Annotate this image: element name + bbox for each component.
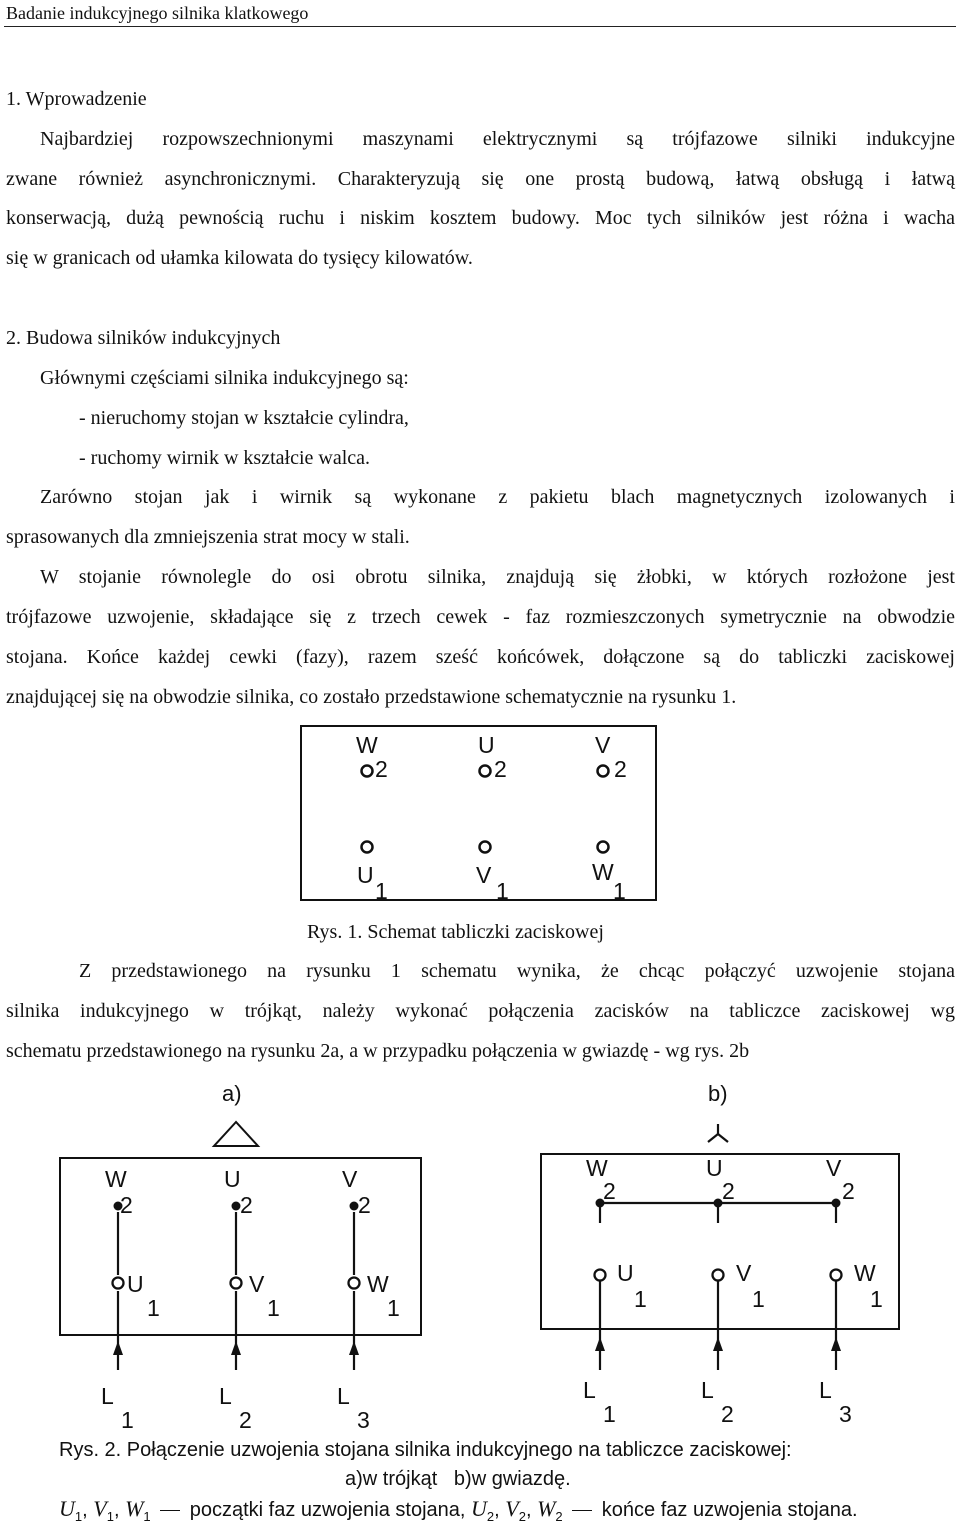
fig1-bottom-index-2: 1: [496, 878, 509, 904]
figure-1-caption: Rys. 1. Schemat tabliczki zaciskowej: [307, 921, 604, 943]
fig2a-line-label-1: L: [101, 1383, 114, 1409]
fig1-bottom-label-1: U: [357, 862, 374, 888]
fig1-top-label-3: V: [595, 732, 611, 758]
terminal-v2: [598, 766, 609, 777]
legend-v-start-idx: 1: [106, 1509, 114, 1524]
fig2b-bottom-label-2: V: [736, 1260, 752, 1286]
fig2a-line-index-1: 1: [121, 1407, 134, 1433]
document-header: Badanie indukcyjnego silnika klatkowego: [6, 3, 309, 23]
sec2-p2-line-2: sprasowanych dla zmniejszenia strat mocy w stali.: [6, 526, 410, 548]
sec2-p4-line-2: silnika indukcyjnego w trójkąt, należy wykonać połączenia zacisków na tabliczce zaciskowej wg: [6, 1000, 955, 1022]
fig2a-top-index-3: 2: [358, 1192, 371, 1218]
legend-ends-text: końce faz uzwojenia stojana.: [601, 1499, 858, 1521]
legend-dash-2: [572, 1510, 592, 1511]
legend-w-start-idx: 1: [143, 1509, 151, 1524]
legend-w-start: W: [125, 1496, 144, 1521]
fig2b-bottom-index-3: 1: [870, 1286, 883, 1312]
fig2b-top-label-3: V: [826, 1155, 842, 1181]
fig1-bottom-label-3: W: [592, 859, 614, 885]
sec1-line-2: zwane również asynchronicznymi. Charakteryzują się one prostą budową, łatwą obsługą i łatwą: [6, 168, 955, 190]
sec2-intro: Głównymi częściami silnika indukcyjnego są:: [40, 367, 409, 389]
fig2b-top-index-1: 2: [603, 1178, 616, 1204]
delta-symbol-icon: [214, 1122, 258, 1146]
sec2-item-2: - ruchomy wirnik w kształcie walca.: [79, 447, 371, 469]
section-1-heading: 1. Wprowadzenie: [6, 88, 147, 110]
terminal-u1: [362, 842, 373, 853]
fig2b-top-label-2: U: [706, 1155, 723, 1181]
fig2a-top-index-1: 2: [120, 1192, 133, 1218]
sec2-p3-line-4: znajdującej się na obwodzie silnika, co zostało przedstawione schematycznie na rysunku 1.: [6, 686, 737, 708]
sec2-p2-line-1: Zarówno stojan jak i wirnik są wykonane z pakietu blach magnetycznych izolowanych i: [40, 486, 955, 508]
fig2-label-a: a): [222, 1081, 242, 1106]
fig2b-top-index-2: 2: [722, 1178, 735, 1204]
fig2a-bottom-index-3: 1: [387, 1295, 400, 1321]
terminal-w2: [362, 766, 373, 777]
fig2b-top-label-1: W: [586, 1155, 608, 1181]
sec2-p4-line-3: schematu przedstawionego na rysunku 2a, a w przypadku połączenia w gwiazdę - wg rys. 2b: [6, 1040, 750, 1062]
fig2a-line-index-2: 2: [239, 1407, 252, 1433]
fig2a-bottom-label-3: W: [367, 1271, 389, 1297]
sec1-line-1: Najbardziej rozpowszechnionymi maszynami elektrycznymi są trójfazowe silniki indukcyjne: [40, 128, 955, 150]
fig2b-top-index-3: 2: [842, 1178, 855, 1204]
legend-starts-text: początki faz uzwojenia stojana,: [189, 1499, 466, 1521]
fig2-label-b: b): [708, 1081, 728, 1106]
fig1-top-label-1: W: [356, 732, 378, 758]
fig2a-top-label-3: V: [342, 1166, 358, 1192]
terminal-board-figure-1: [300, 725, 660, 905]
terminal-u2: [480, 766, 491, 777]
legend-w-end-idx: 2: [555, 1509, 563, 1524]
fig1-top-index-2: 2: [494, 756, 507, 782]
fig2a-bottom-index-1: 1: [147, 1295, 160, 1321]
sec1-line-3: konserwacją, dużą pewnością ruchu i niskim kosztem budowy. Moc tych silników jest różna i wacha: [6, 207, 955, 229]
fig2b-line-label-3: L: [819, 1377, 832, 1403]
fig2a-line-index-3: 3: [357, 1407, 370, 1433]
sec2-p3-line-1: W stojanie równolegle do osi obrotu silnika, znajdują się żłobki, w których rozłożone jest: [40, 566, 955, 588]
header-divider: [4, 26, 956, 27]
terminal-v1: [480, 842, 491, 853]
fig2a-bottom-index-2: 1: [267, 1295, 280, 1321]
sec2-p4-line-1: Z przedstawionego na rysunku 1 schematu wynika, że chcąc połączyć uzwojenie stojana: [79, 960, 955, 982]
fig2b-bottom-label-1: U: [617, 1260, 634, 1286]
fig2a-bottom-label-2: V: [249, 1271, 265, 1297]
legend-u-start: U: [59, 1496, 75, 1521]
fig2b-bottom-index-1: 1: [634, 1286, 647, 1312]
fig1-top-index-3: 2: [614, 756, 627, 782]
legend-u-end: U: [471, 1496, 487, 1521]
fig1-bottom-index-3: 1: [613, 878, 626, 904]
legend-w-end: W: [537, 1496, 556, 1521]
fig2a-top-index-2: 2: [240, 1192, 253, 1218]
panel-a-delta: [60, 1158, 421, 1433]
sec2-item-1: - nieruchomy stojan w kształcie cylindra,: [79, 407, 409, 429]
legend-v-end-idx: 2: [518, 1509, 526, 1524]
figure-2-legend: $U_1$, $V_1$, $W_1$ początki faz uzwojenia stojana, $U_2$, $V_2$, $W_2$ końce faz uzwojenia stojana.: [59, 1496, 858, 1524]
fig2a-line-label-2: L: [219, 1383, 232, 1409]
sec2-p3-line-2: trójfazowe uzwojenie, składające się z trzech cewek - faz rozmieszczonych symetrycznie na obwodzie: [6, 606, 955, 628]
figure-2-caption-line-2: a)w trójkąt b)w gwiazdę.: [345, 1468, 571, 1490]
fig2a-line-label-3: L: [337, 1383, 350, 1409]
fig1-top-index-1: 2: [375, 756, 388, 782]
connection-diagrams-figure-2: [0, 1075, 960, 1445]
fig2b-line-index-3: 3: [839, 1401, 852, 1427]
fig2a-top-label-2: U: [224, 1166, 241, 1192]
figure-2-caption-line-1: Rys. 2. Połączenie uzwojenia stojana silnika indukcyjnego na tabliczce zaciskowej:: [59, 1439, 792, 1461]
terminal-w1: [598, 842, 609, 853]
fig1-bottom-index-1: 1: [375, 878, 388, 904]
sec2-p3-line-3: stojana. Końce każdej cewki (fazy), razem sześć końcówek, dołączone są do tabliczki zaciskowej: [6, 646, 955, 668]
legend-dash-1: [160, 1510, 180, 1511]
fig2a-bottom-label-1: U: [127, 1271, 144, 1297]
legend-u-end-idx: 2: [486, 1509, 495, 1524]
star-symbol-icon: [708, 1124, 728, 1142]
fig2b-line-index-1: 1: [603, 1401, 616, 1427]
fig2b-line-label-2: L: [701, 1377, 714, 1403]
fig2b-bottom-label-3: W: [854, 1260, 876, 1286]
section-2-heading: 2. Budowa silników indukcyjnych: [6, 327, 281, 349]
legend-v-end: V: [505, 1496, 519, 1521]
fig2b-line-index-2: 2: [721, 1401, 734, 1427]
fig1-bottom-label-2: V: [476, 862, 492, 888]
sec1-line-4: się w granicach od ułamka kilowata do tysięcy kilowatów.: [6, 247, 473, 269]
legend-u-start-idx: 1: [74, 1509, 83, 1524]
fig2a-top-label-1: W: [105, 1166, 127, 1192]
fig2b-line-label-1: L: [583, 1377, 596, 1403]
fig1-top-label-2: U: [478, 732, 495, 758]
legend-v-start: V: [93, 1496, 107, 1521]
fig2b-bottom-index-2: 1: [752, 1286, 765, 1312]
panel-b-star: [541, 1154, 899, 1427]
